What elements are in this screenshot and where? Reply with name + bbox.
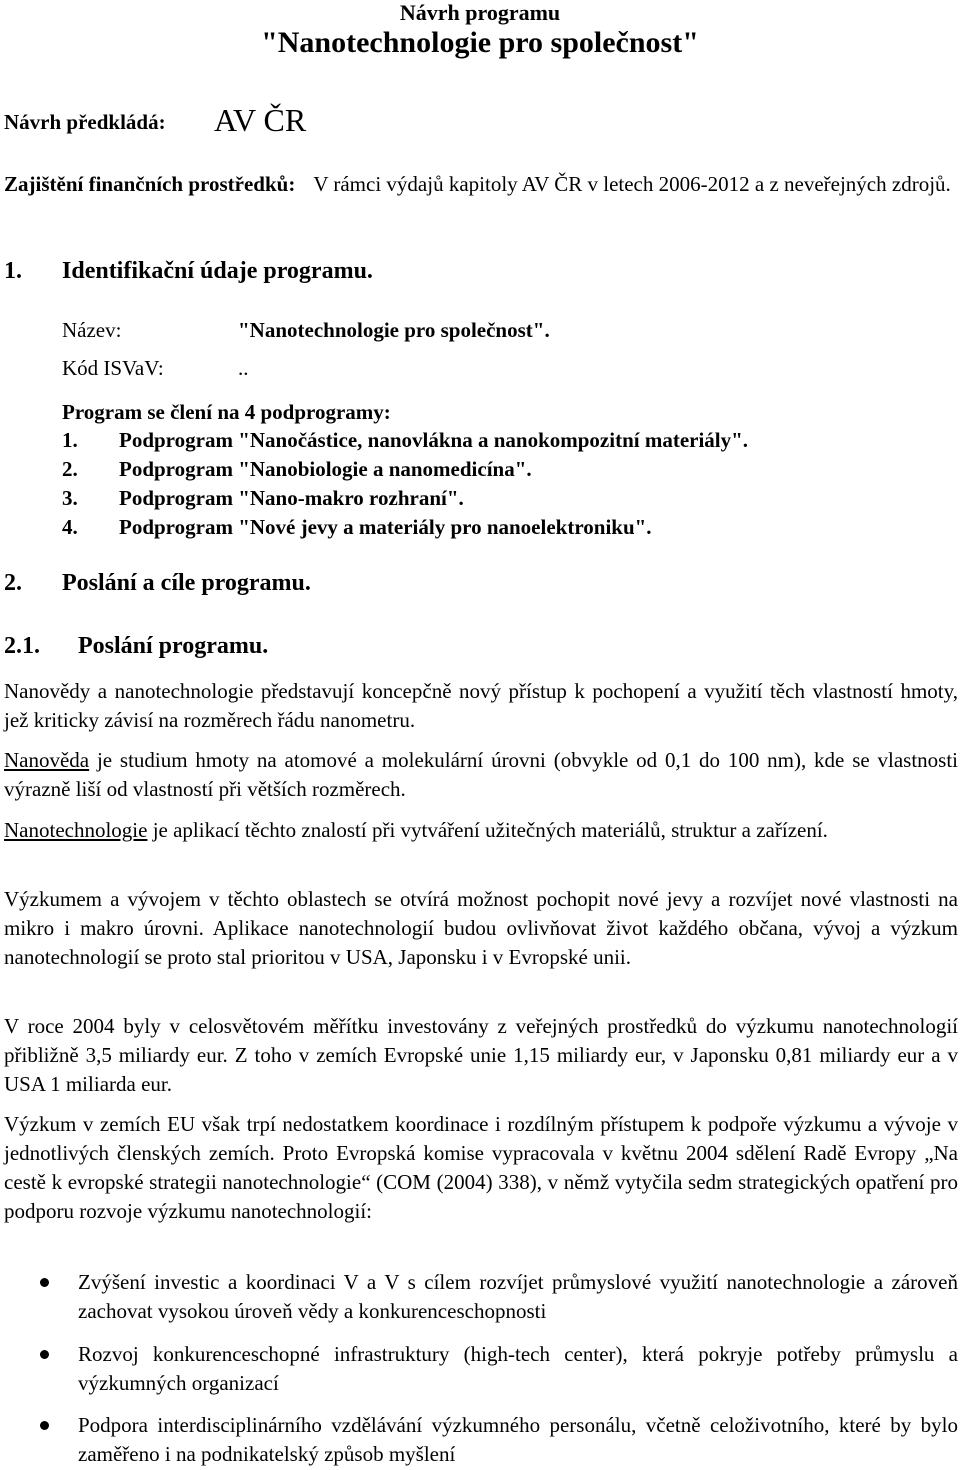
paragraph-1: Nanovědy a nanotechnologie představují koncepčně nový přístup k pochopení a využití těch vlastností hmoty, jež kriticky závisí na rozměrech řádu nanometru. — [4, 679, 958, 732]
subprogram-item — [62, 486, 464, 511]
subprogram-item — [62, 428, 748, 453]
section-2-1-heading — [4, 633, 268, 660]
section-1-number: 1. — [4, 258, 22, 284]
subprograms-title: Program se člení na 4 podprogramy: — [62, 400, 391, 424]
section-2-1-title: Poslání programu. — [78, 633, 269, 659]
subprogram-text: Podprogram "Nano-makro rozhraní". — [119, 486, 464, 510]
paragraph-5: V roce 2004 byly v celosvětovém měřítku investovány z veřejných prostředků do výzkumu nanotechnologií přibližně 3,5 miliardy eur. Z toho v zemích Evropské unie 1,15 miliardy eur, v Japonsku 0,81 miliardy eur a v USA 1 miliarda eur. — [4, 1014, 958, 1096]
subprogram-item — [62, 457, 532, 482]
section-1-title: Identifikační údaje programu. — [62, 258, 373, 284]
paragraph-3-text: je aplikací těchto znalostí při vytváření užitečných materiálů, struktur a zařízení. — [147, 818, 828, 842]
list-item-text: Zvýšení investic a koordinaci V a V s cílem rozvíjet průmyslové využití nanotechnologie a zároveň zachovat vysokou úroveň vědy a konkurenceschopnosti — [78, 1270, 958, 1323]
bullet-icon — [40, 1278, 49, 1287]
paragraph-2-text: je studium hmoty na atomové a molekulární úrovni (obvykle od 0,1 do 100 nm), kde se vlastnosti výrazně liší od vlastností při větších rozměrech. — [4, 748, 958, 801]
submitter-label: Návrh předkládá: — [4, 110, 166, 134]
section-2-1-number: 2.1. — [4, 633, 40, 659]
funding-label: Zajištění finančních prostředků: — [4, 172, 296, 196]
paragraph-3 — [4, 816, 958, 845]
section-2-number: 2. — [4, 570, 22, 596]
funding-value: V rámci výdajů kapitoly AV ČR v letech 2006-2012 a z neveřejných zdrojů. — [313, 172, 951, 196]
subprogram-number: 1. — [62, 428, 78, 452]
list-item-text: Podpora interdisciplinárního vzdělávání výzkumného personálu, včetně celoživotního, které by bylo zaměřeno i na podnikatelský způsob myšlení — [78, 1413, 958, 1466]
paragraph-2 — [4, 746, 958, 804]
term-nanoveda: Nanověda — [4, 748, 90, 772]
section-1-heading — [4, 258, 373, 285]
list-item — [78, 1411, 958, 1469]
bullet-icon — [40, 1350, 49, 1359]
term-nanotechnologie: Nanotechnologie — [4, 818, 148, 842]
subprogram-number: 4. — [62, 515, 78, 539]
funding-block — [4, 170, 958, 199]
list-item — [78, 1268, 958, 1326]
paragraph-6: Výzkum v zemích EU však trpí nedostatkem koordinace i rozdílným přístupem k podpoře výzkumu a vývoje v jednotlivých členských zemích. Proto Evropská komise vypracovala v květnu 2004 sdělení Radě Evropy „Na cestě k evropské strategii nanotechnologie“ (COM (2004) 338), v němž vytyčila sedm strategických opatření pro podporu rozvoje výzkumu nanotechnologií: — [4, 1112, 958, 1223]
document-title: "Nanotechnologie pro společnost" — [261, 26, 699, 59]
subprogram-text: Podprogram "Nanobiologie a nanomedicína". — [119, 457, 532, 481]
code-value: .. — [238, 356, 249, 380]
subprogram-item — [62, 515, 652, 540]
list-item — [78, 1340, 958, 1398]
submitter-value: AV ČR — [214, 102, 307, 138]
subprogram-number: 3. — [62, 486, 78, 510]
name-value: "Nanotechnologie pro společnost". — [238, 318, 550, 342]
bullet-icon — [40, 1421, 49, 1430]
list-item-text: Rozvoj konkurenceschopné infrastruktury (high-tech center), která pokryje potřeby průmyslu a výzkumných organizací — [78, 1342, 958, 1395]
name-label: Název: — [62, 318, 122, 342]
section-2-title: Poslání a cíle programu. — [62, 570, 311, 596]
code-label: Kód ISVaV: — [62, 356, 164, 380]
subprogram-text: Podprogram "Nové jevy a materiály pro nanoelektroniku". — [119, 515, 652, 539]
subprogram-text: Podprogram "Nanočástice, nanovlákna a nanokompozitní materiály". — [119, 428, 749, 452]
document-kicker: Návrh programu — [399, 0, 561, 25]
subprogram-number: 2. — [62, 457, 78, 481]
paragraph-4: Výzkumem a vývojem v těchto oblastech se otvírá možnost pochopit nové jevy a rozvíjet nové vlastnosti na mikro i makro úrovni. Aplikace nanotechnologií budou ovlivňovat život každého občana, vývoj a výzkum nanotechnologií se proto stal prioritou v USA, Japonsku i v Evropské unii. — [4, 887, 958, 969]
section-2-heading — [4, 570, 311, 597]
